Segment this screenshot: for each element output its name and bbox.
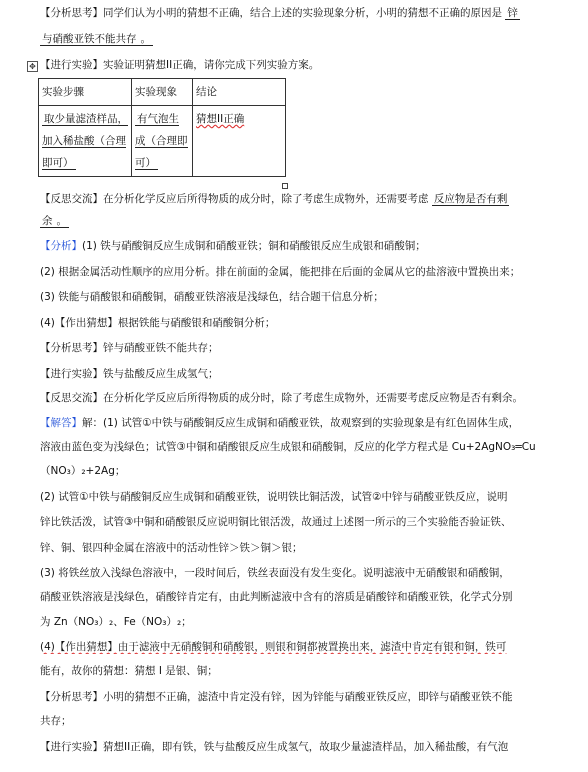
text: 【进行实验】猜想II正确，即有铁，铁与盐酸反应生成氢气，故取少量滤渣样品，加入稀盐酸，有气泡	[40, 741, 509, 753]
section-label: 【分析】	[40, 240, 82, 252]
line-experiment	[40, 58, 560, 72]
table-cell	[132, 106, 193, 177]
text: 为 Zn（NO₃）₂、Fe（NO₃）₂；	[40, 616, 192, 628]
table-row	[39, 106, 286, 177]
cell-text: 有气泡生成（合理即可）	[135, 113, 188, 169]
experiment-table	[38, 78, 286, 177]
text: 【分析思考】同学们认为小明的猜想不正确，结合上述的实验现象分析，小明的猜想不正确的原因是	[40, 7, 502, 19]
text: 【反思交流】在分析化学反应后所得物质的成分时，除了考虑生成物外，还需要考虑	[40, 193, 429, 205]
text: (2) 试管①中铁与硝酸铜反应生成铜和硝酸亚铁，说明铁比铜活泼，试管②中锌与硝酸亚铁反应，说明	[40, 491, 508, 503]
answer-blank: 反应物是否有剩	[433, 193, 508, 205]
cell-text: 取少量滤渣样品，加入稀盐酸（合理即可）	[42, 113, 128, 169]
text: 锌比铁活泼，试管③中铜和硝酸银反应说明铜比银活泼，故通过上述图一所示的三个实验能否验证铁、	[40, 516, 512, 528]
line-solution-14	[40, 740, 560, 754]
line-analysis-5	[40, 341, 560, 355]
answer-blank: 余	[42, 215, 53, 227]
line-reflection	[40, 192, 560, 206]
text: 锌、铜、银四种金属在溶液中的活动性锌＞铁＞铜＞银；	[40, 542, 303, 554]
line-analysis-4	[40, 316, 560, 330]
line-analysis-2	[40, 265, 560, 279]
line-solution-13	[40, 714, 560, 728]
text: (1) 铁与硝酸铜反应生成铜和硝酸亚铁；铜和硝酸银反应生成银和硝酸铜；	[82, 240, 426, 252]
header-cell: 实验步骤	[39, 79, 132, 106]
cell-text: 猜想II正确	[196, 113, 245, 125]
table-cell	[39, 106, 132, 177]
line-answer-cont	[40, 32, 560, 46]
line-solution-1	[40, 416, 560, 430]
text: (2) 根据金属活动性顺序的应用分析。排在前面的金属，能把排在后面的金属从它的盐溶液中置换出来；	[40, 266, 521, 278]
header-cell: 结论	[193, 79, 286, 106]
text: （NO₃）₂+2Ag；	[40, 465, 126, 477]
line-solution-5	[40, 515, 560, 529]
line-solution-11	[40, 664, 560, 678]
line-solution-7	[40, 566, 560, 580]
text: 【反思交流】在分析化学反应后所得物质的成分时，除了考虑生成物外，还需要考虑反应物是否有剩余。	[40, 392, 523, 404]
answer-blank-end: 。	[140, 33, 151, 45]
text: (4)【作出猜想】由于滤液中无硝酸铜和硝酸银，则银和铜都被置换出来，滤渣中肯定有银和铜，铁可	[40, 641, 507, 653]
line-solution-8	[40, 590, 560, 604]
text: 解：(1) 试管①中铁与硝酸铜反应生成铜和硝酸亚铁，故观察到的实验现象是有红色固体生成，	[82, 417, 520, 429]
text: 【分析思考】小明的猜想不正确，滤渣中肯定没有锌，因为锌能与硝酸亚铁反应，即锌与硝酸亚铁不能	[40, 691, 513, 703]
text: 【进行实验】实验证明猜想II正确，请你完成下列实验方案。	[40, 59, 320, 71]
answer-blank: 与硝酸亚铁不能共存	[42, 33, 137, 45]
text: 【分析思考】锌与硝酸亚铁不能共存；	[40, 342, 219, 354]
line-solution-6	[40, 541, 560, 555]
table-resize-handle[interactable]	[282, 183, 288, 189]
text: (4)【作出猜想】根据铁能与硝酸银和硝酸铜分析；	[40, 317, 276, 329]
line-analysis-6	[40, 367, 560, 381]
text: 能有，故你的猜想：猜想 I 是银、铜；	[40, 665, 218, 677]
text: 硝酸亚铁溶液是浅绿色，硝酸锌肯定有，由此判断滤液中含有的溶质是硝酸锌和硝酸亚铁，化学式分别	[40, 591, 513, 603]
line-solution-3	[40, 464, 560, 478]
line-analysis-3	[40, 290, 560, 304]
line-analysis-7	[40, 391, 560, 405]
answer-blank-end: 。	[56, 215, 67, 227]
line-reflection-cont	[40, 214, 560, 228]
table-header-row	[39, 79, 286, 106]
table-move-handle-icon[interactable]: ✥	[27, 61, 38, 72]
line-solution-12	[40, 690, 560, 704]
line-analysis-thinking	[40, 6, 560, 20]
line-analysis-1	[40, 239, 560, 253]
text: 溶液由蓝色变为浅绿色；试管③中铜和硝酸银反应生成银和硝酸铜，反应的化学方程式是 Cu+2AgNO₃═Cu	[40, 441, 536, 453]
line-solution-2	[40, 440, 560, 454]
answer-blank: 锌	[507, 7, 518, 19]
table-cell	[193, 106, 286, 177]
text: 【进行实验】铁与盐酸反应生成氢气；	[40, 368, 219, 380]
header-cell: 实验现象	[132, 79, 193, 106]
line-solution-10	[40, 640, 560, 654]
line-solution-4	[40, 490, 560, 504]
text: (3) 铁能与硝酸银和硝酸铜，硝酸亚铁溶液是浅绿色，结合题干信息分析；	[40, 291, 384, 303]
section-label: 【解答】	[40, 417, 82, 429]
text: (3) 将铁丝放入浅绿色溶液中，一段时间后，铁丝表面没有发生变化。说明滤液中无硝酸银和硝酸铜，	[40, 567, 510, 579]
text: 共存；	[40, 715, 72, 727]
line-solution-9	[40, 615, 560, 629]
